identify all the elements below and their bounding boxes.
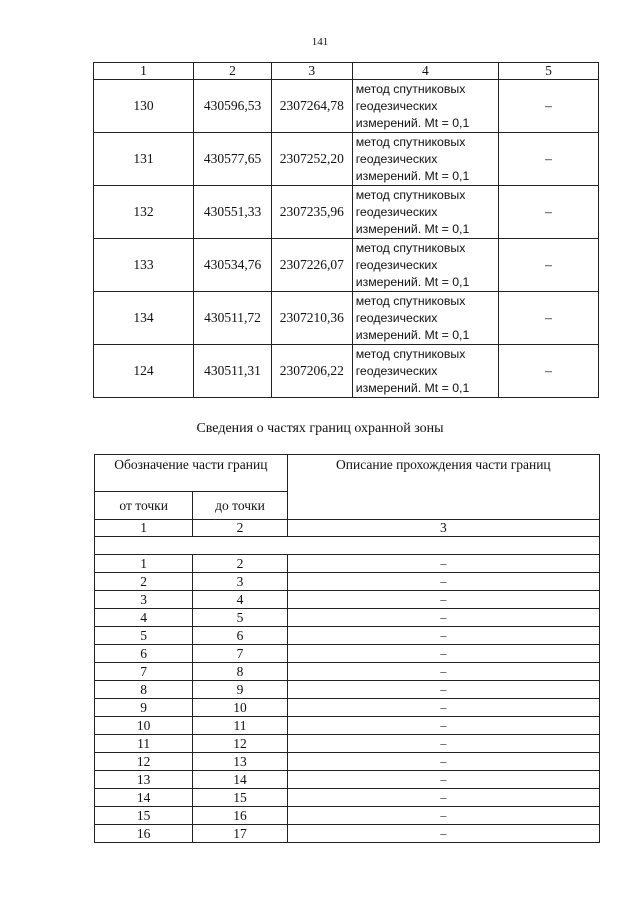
note-cell: – [499,186,599,239]
to-point: 6 [193,627,287,645]
method-line: измерений. Mt = 0,1 [355,327,470,342]
to-point: 7 [193,645,287,663]
method-line: геодезических [355,151,438,166]
header-part-description: Описание прохождения части границ [287,455,599,520]
part-description: – [287,573,599,591]
header-part-designation: Обозначение части границ [95,455,288,492]
boundary-parts-table [94,454,600,843]
to-point: 3 [193,573,287,591]
from-point: 8 [95,681,193,699]
header-to-point: до точки [193,492,287,520]
method-line: метод спутниковых [355,81,466,96]
boundary-part-row [95,699,600,717]
coordinate-x: 430577,65 [194,133,272,186]
method-description [352,239,498,292]
boundary-part-row [95,609,600,627]
to-point: 8 [193,663,287,681]
method-line: геодезических [355,257,438,272]
to-point: 10 [193,699,287,717]
coordinate-row [94,345,599,398]
to-point: 5 [193,609,287,627]
from-point: 5 [95,627,193,645]
part-description: – [287,699,599,717]
part-description: – [287,591,599,609]
page-number: 141 [311,36,329,48]
part-description: – [287,825,599,843]
coordinate-y: 2307235,96 [271,186,352,239]
method-line: геодезических [355,98,438,113]
coordinate-y: 2307226,07 [271,239,352,292]
boundary-part-row [95,735,600,753]
to-point: 15 [193,789,287,807]
boundary-part-row [95,627,600,645]
parts-header-row [95,455,600,492]
to-point: 14 [193,771,287,789]
to-point: 4 [193,591,287,609]
part-description: – [287,771,599,789]
from-point: 9 [95,699,193,717]
coordinate-row [94,186,599,239]
part-description: – [287,663,599,681]
method-line: метод спутниковых [355,134,466,149]
boundary-part-row [95,681,600,699]
method-line: геодезических [355,204,438,219]
method-line: геодезических [355,363,438,378]
method-line: метод спутниковых [355,187,466,202]
coordinate-row [94,133,599,186]
method-description [352,186,498,239]
from-point: 10 [95,717,193,735]
blank-row [95,537,600,555]
boundary-part-row [95,825,600,843]
column-number: 2 [193,520,287,537]
boundary-part-row [95,555,600,573]
coordinate-y: 2307252,20 [271,133,352,186]
point-number: 124 [94,345,194,398]
to-point: 2 [193,555,287,573]
point-number: 133 [94,239,194,292]
method-line: измерений. Mt = 0,1 [355,115,470,130]
to-point: 13 [193,753,287,771]
boundary-part-row [95,663,600,681]
coordinate-y: 2307210,36 [271,292,352,345]
part-description: – [287,681,599,699]
coordinate-x: 430511,72 [194,292,272,345]
point-number: 132 [94,186,194,239]
coordinate-x: 430551,33 [194,186,272,239]
header-cell: 4 [352,63,498,80]
coordinate-row [94,80,599,133]
from-point: 11 [95,735,193,753]
point-number: 131 [94,133,194,186]
column-number: 1 [95,520,193,537]
part-description: – [287,753,599,771]
to-point: 11 [193,717,287,735]
coordinate-x: 430596,53 [194,80,272,133]
coordinate-y: 2307264,78 [271,80,352,133]
from-point: 2 [95,573,193,591]
header-from-point: от точки [95,492,193,520]
coordinate-x: 430511,31 [194,345,272,398]
note-cell: – [499,80,599,133]
from-point: 13 [95,771,193,789]
method-line: геодезических [355,310,438,325]
boundary-part-row [95,645,600,663]
note-cell: – [499,292,599,345]
from-point: 12 [95,753,193,771]
part-description: – [287,609,599,627]
coordinate-y: 2307206,22 [271,345,352,398]
parts-column-numbers-row [95,520,600,537]
part-description: – [287,627,599,645]
note-cell: – [499,133,599,186]
to-point: 12 [193,735,287,753]
method-description [352,292,498,345]
to-point: 17 [193,825,287,843]
point-number: 134 [94,292,194,345]
from-point: 1 [95,555,193,573]
method-line: измерений. Mt = 0,1 [355,221,470,236]
column-number: 3 [287,520,599,537]
part-description: – [287,717,599,735]
boundary-part-row [95,717,600,735]
section-title: Сведения о частях границ охранной зоны [196,421,444,436]
header-cell: 1 [94,63,194,80]
header-cell: 3 [271,63,352,80]
method-line: измерений. Mt = 0,1 [355,380,470,395]
from-point: 3 [95,591,193,609]
coordinate-row [94,239,599,292]
coordinate-x: 430534,76 [194,239,272,292]
from-point: 4 [95,609,193,627]
boundary-part-row [95,771,600,789]
boundary-part-row [95,591,600,609]
point-number: 130 [94,80,194,133]
boundary-part-row [95,573,600,591]
to-point: 9 [193,681,287,699]
part-description: – [287,807,599,825]
part-description: – [287,789,599,807]
boundary-part-row [95,807,600,825]
to-point: 16 [193,807,287,825]
part-description: – [287,555,599,573]
method-line: измерений. Mt = 0,1 [355,168,470,183]
from-point: 14 [95,789,193,807]
part-description: – [287,735,599,753]
note-cell: – [499,345,599,398]
method-description [352,80,498,133]
part-description: – [287,645,599,663]
from-point: 7 [95,663,193,681]
from-point: 15 [95,807,193,825]
from-point: 6 [95,645,193,663]
note-cell: – [499,239,599,292]
method-description [352,345,498,398]
coordinates-header-row [94,63,599,80]
header-cell: 5 [499,63,599,80]
header-cell: 2 [194,63,272,80]
boundary-part-row [95,753,600,771]
method-description [352,133,498,186]
boundary-part-row [95,789,600,807]
method-line: метод спутниковых [355,346,466,361]
blank-cell [95,537,600,555]
coordinate-row [94,292,599,345]
coordinates-table [93,62,599,398]
method-line: метод спутниковых [355,240,466,255]
method-line: измерений. Mt = 0,1 [355,274,470,289]
method-line: метод спутниковых [355,293,466,308]
from-point: 16 [95,825,193,843]
